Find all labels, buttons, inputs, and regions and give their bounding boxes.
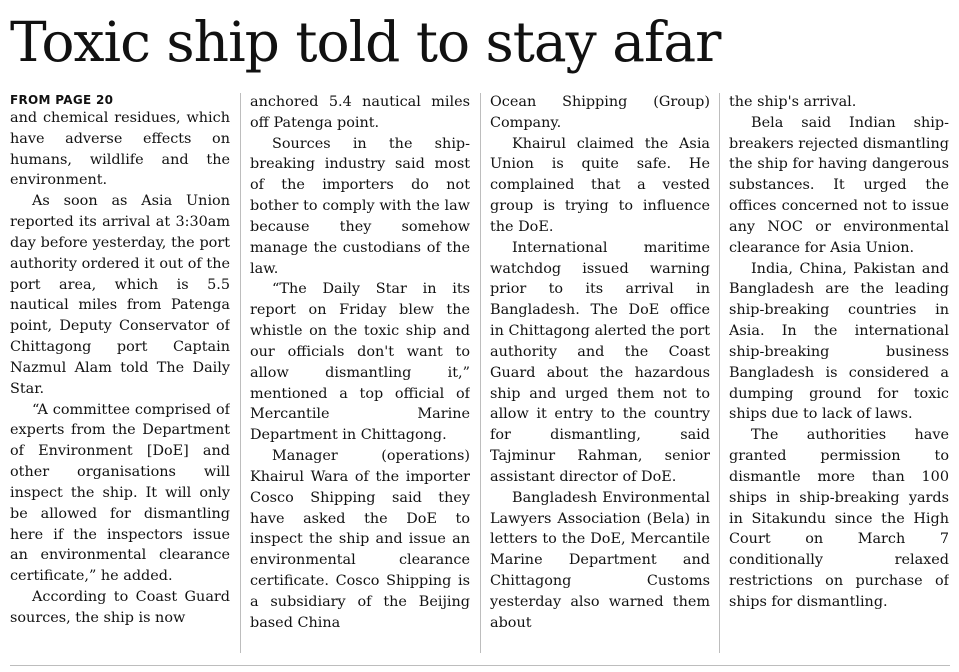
column-3-paragraph-4: Bangladesh Environmental Lawyers Association (Bela) in letters to the DoE, Mercantile Marine Department and Chittagong Customs yesterday also warned them about xyxy=(490,489,710,631)
column-4-paragraph-1: the ship's arrival. xyxy=(729,94,857,110)
column-4-paragraph-4: The authorities have granted permission to dismantle more than 100 ships in ship-breaking yards in Sitakundu since the High Court on March 7 conditionally relaxed restrictions on purchase of ships for dismantling. xyxy=(729,427,949,610)
article-column-4 xyxy=(729,92,949,667)
column-4-paragraph-2: Bela said Indian ship-breakers rejected dismantling the ship for having dangerous substances. It urged the offices concerned not to issue any NOC or environmental clearance for Asia Union. xyxy=(729,114,949,256)
column-1-paragraph-2: As soon as Asia Union reported its arrival at 3:30am day before yesterday, the port authority ordered it out of the port area, which is 5.5 nautical miles from Patenga point, Deputy Conservator of Chittagong port Captain Nazmul Alam told The Daily Star. xyxy=(10,193,230,397)
column-1-paragraph-1: and chemical residues, which have adverse effects on humans, wildlife and the environment. xyxy=(10,110,230,189)
column-divider xyxy=(719,93,720,653)
column-2-paragraph-4: Manager (operations) Khairul Wara of the importer Cosco Shipping said they have asked the DoE to inspect the ship and issue an environmental clearance certificate. Cosco Shipping is a subsidiary of the Beijing based China xyxy=(250,448,470,631)
column-divider xyxy=(240,93,241,653)
column-4-paragraph-3: India, China, Pakistan and Bangladesh are the leading ship-breaking countries in Asia. In the international ship-breaking business Bangladesh is considered a dumping ground for toxic ships due to lack of laws. xyxy=(729,260,949,423)
column-3-paragraph-3: International maritime watchdog issued warning prior to its arrival in Bangladesh. The DoE office in Chittagong alerted the port authority and the Coast Guard about the hazardous ship and urged them not to allow it entry to the country for dismantling, said Tajminur Rahman, senior assistant director of DoE. xyxy=(490,239,710,485)
column-3-paragraph-2: Khairul claimed the Asia Union is quite safe. He complained that a vested group is trying to influence the DoE. xyxy=(490,135,710,235)
column-1-paragraph-4: According to Coast Guard sources, the ship is now xyxy=(10,589,230,626)
column-divider xyxy=(480,93,481,653)
column-2-paragraph-3: “The Daily Star in its report on Friday blew the whistle on the toxic ship and our officials don't want to allow dismantling it,” mentioned a top official of Mercantile Marine Department in Chittagong. xyxy=(250,281,470,444)
headline: Toxic ship told to stay afar xyxy=(10,10,721,74)
column-3-paragraph-1: Ocean Shipping (Group) Company. xyxy=(490,94,710,131)
article-column-3 xyxy=(490,92,710,667)
article-column-2 xyxy=(250,92,470,667)
continuation-kicker: FROM PAGE 20 xyxy=(10,93,114,107)
bottom-rule xyxy=(10,665,950,666)
column-2-paragraph-2: Sources in the ship-breaking industry said most of the importers do not bother to comply with the law because they somehow manage the custodians of the law. xyxy=(250,135,470,277)
column-1-paragraph-3: “A committee comprised of experts from the Department of Environment [DoE] and other organisations will inspect the ship. It will only be allowed for dismantling here if the inspectors issue an environmental clearance certificate,” he added. xyxy=(10,401,230,585)
article-column-1 xyxy=(10,92,230,667)
column-2-paragraph-1: anchored 5.4 nautical miles off Patenga point. xyxy=(250,94,470,131)
